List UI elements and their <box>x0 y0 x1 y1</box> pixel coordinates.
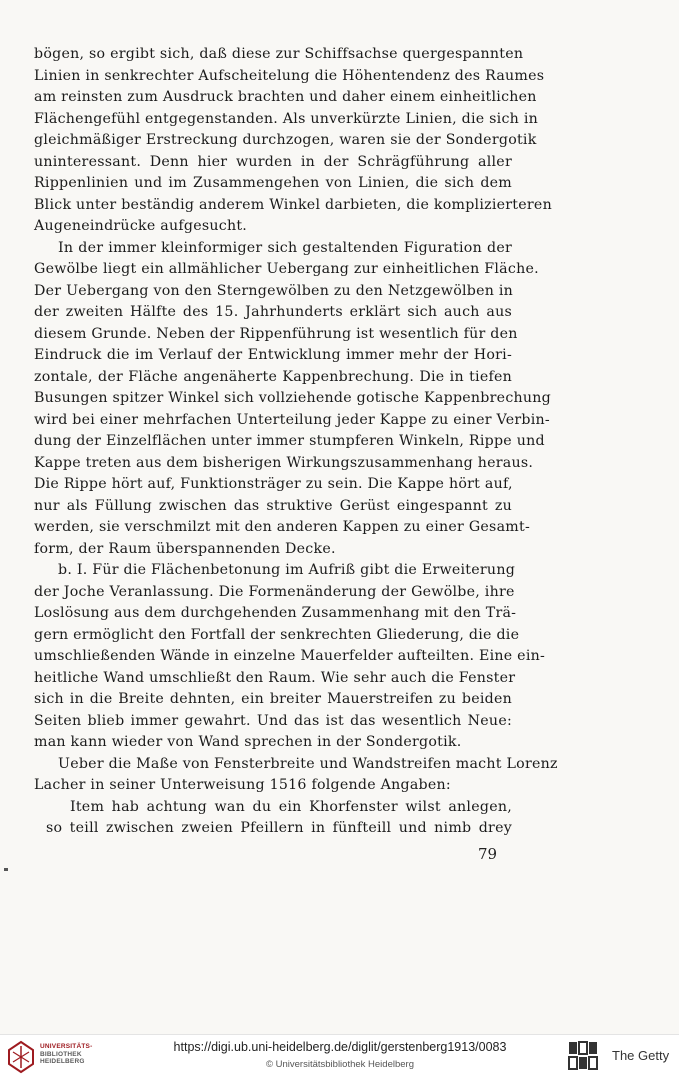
text-line: bögen, so ergibt sich, daß diese zur Schiffsachse quergespannten <box>34 46 524 62</box>
text-line: heitliche Wand umschließt den Raum. Wie sehr auch die Fenster <box>34 669 516 686</box>
page-number: 79 <box>478 845 498 863</box>
viewer-footer <box>0 1034 679 1079</box>
text-line: Busungen spitzer Winkel sich vollziehende gotische Kappenbrechung <box>34 390 552 406</box>
text-line: Die Rippe hört auf, Funktionsträger zu sein. Die Kappe hört auf, <box>34 476 513 492</box>
text-line: Loslösung aus dem durchgehenden Zusammenhang mit den Trä- <box>34 605 517 621</box>
text-line: man kann wieder von Wand sprechen in der Sondergotik. <box>34 734 462 750</box>
text-line: am reinsten zum Ausdruck brachten und daher einem einheitlichen <box>34 89 537 105</box>
text-line: werden, sie verschmilzt mit den anderen Kappen zu einer Gesamt- <box>34 519 530 535</box>
text-line: diesem Grunde. Neben der Rippenführung ist wesentlich für den <box>34 325 518 342</box>
copyright-notice: © Universitätsbibliothek Heidelberg <box>266 1059 414 1070</box>
text-line: Lacher in seiner Unterweisung 1516 folgende Angaben: <box>34 777 451 793</box>
text-line: form, der Raum überspannenden Decke. <box>34 540 336 557</box>
text-line: uninteressant. Denn hier wurden in der Schrägführung aller <box>34 153 512 170</box>
text-line: sich in die Breite dehnten, ein breiter Mauerstreifen zu beiden <box>34 691 512 707</box>
text-line: Linien in senkrechter Aufscheitelung die Höhentendenz des Raumes <box>34 67 545 84</box>
body-text <box>34 44 558 840</box>
text-line: Kappe treten aus dem bisherigen Wirkungszusammenhang heraus. <box>34 454 534 471</box>
text-line: Blick unter beständig anderem Winkel darbieten, die komplizierteren <box>34 196 552 213</box>
text-line: nur als Füllung zwischen das struktive Gerüst eingespannt zu <box>34 497 512 514</box>
getty-logo-icon <box>568 1041 598 1071</box>
text-line: zontale, der Fläche angenäherte Kappenbrechung. Die in tiefen <box>34 368 512 385</box>
library-name-line: UNIVERSITÄTS- <box>40 1043 93 1050</box>
text-line: Seiten blieb immer gewahrt. Und das ist das wesentlich Neue: <box>34 712 512 729</box>
text-line: Augeneindrücke aufgesucht. <box>34 218 248 234</box>
text-line: so teill zwischen zweien Pfeillern in fünfteill und nimb drey <box>46 820 512 836</box>
text-line: wird bei einer mehrfachen Unterteilung jeder Kappe zu einer Verbin- <box>34 411 550 428</box>
text-line: Rippenlinien und im Zusammengehen von Linien, die sich dem <box>34 175 512 191</box>
text-line: gern ermöglicht den Fortfall der senkrechten Gliederung, die die <box>34 626 520 643</box>
text-line: Gewölbe liegt ein allmählicher Uebergang zur einheitlichen Fläche. <box>34 261 539 277</box>
library-name-line: BIBLIOTHEK <box>40 1050 82 1058</box>
text-line: Der Uebergang von den Sterngewölben zu den Netzgewölben in <box>34 282 514 299</box>
text-line: der Joche Veranlassung. Die Formenänderung der Gewölbe, ihre <box>34 583 515 600</box>
text-line: Flächengefühl entgegenstanden. Als unverkürzte Linien, die sich in <box>34 110 538 127</box>
scan-mark <box>4 868 8 871</box>
text-line: In der immer kleinformiger sich gestaltenden Figuration der <box>58 239 512 256</box>
text-line: Item hab achtung wan du ein Khorfenster wilst anlegen, <box>70 798 512 815</box>
university-library-logo-icon <box>6 1040 36 1074</box>
text-line: Eindruck die im Verlauf der Entwicklung immer mehr der Hori- <box>34 347 512 363</box>
digital-object-link[interactable]: https://digi.ub.uni-heidelberg.de/diglit/gerstenberg1913/0083 <box>173 1040 507 1054</box>
text-line: dung der Einzelflächen unter immer stumpferen Winkeln, Rippe und <box>34 433 545 449</box>
library-name-line: HEIDELBERG <box>40 1058 85 1065</box>
text-line: gleichmäßiger Erstreckung durchzogen, waren sie der Sondergotik <box>34 132 537 148</box>
getty-name: The Getty <box>612 1048 670 1063</box>
text-line: der zweiten Hälfte des 15. Jahrhunderts erklärt sich auch aus <box>34 304 512 320</box>
text-line: umschließenden Wände in einzelne Mauerfelder aufteilten. Eine ein- <box>34 648 546 664</box>
text-line: Ueber die Maße von Fensterbreite und Wandstreifen macht Lorenz <box>58 755 558 772</box>
library-name <box>40 1043 92 1066</box>
text-line: b. I. Für die Flächenbetonung im Aufriß gibt die Erweiterung <box>58 562 516 578</box>
